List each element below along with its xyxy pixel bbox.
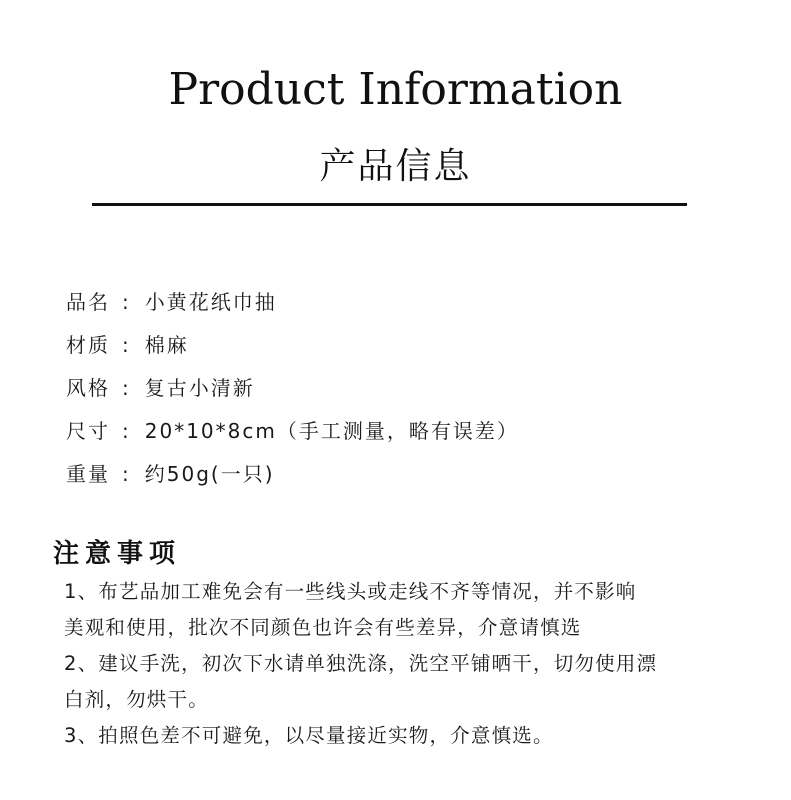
spec-row-size [66,412,519,455]
spec-row-style [66,369,519,412]
note-line: 1、布艺品加工难免会有一些线头或走线不齐等情况，并不影响 [64,580,637,603]
notes-heading: 注意事项 [53,539,182,569]
note-line: 白剂，勿烘干。 [64,688,209,711]
page-title-en: Product Information [168,64,623,115]
spec-list [66,283,519,498]
spec-row-material [66,326,519,369]
title-divider [92,203,687,206]
spec-label: 风格 [66,376,110,400]
spec-value: 约50g(一只) [144,462,275,486]
spec-label: 重量 [66,462,110,486]
spec-separator: : [122,290,131,314]
spec-separator: : [122,376,131,400]
note-line: 2、建议手洗，初次下水请单独洗涤，洗空平铺晒干，切勿使用漂 [64,652,658,675]
spec-row-weight [66,455,519,498]
note-line: 3、拍照色差不可避免，以尽量接近实物，介意慎选。 [64,724,554,747]
spec-separator: : [122,333,131,357]
spec-value: 复古小清新 [144,376,255,400]
spec-label: 尺寸 [66,419,110,443]
spec-value: 20*10*8cm（手工测量，略有误差） [144,419,519,443]
spec-value: 棉麻 [144,333,189,357]
page-title-cn: 产品信息 [319,146,472,187]
spec-label: 材质 [66,333,110,357]
spec-separator: : [122,419,131,443]
spec-value: 小黄花纸巾抽 [144,290,277,314]
note-line: 美观和使用，批次不同颜色也许会有些差异，介意请慎选 [64,616,582,639]
notes-body [64,575,744,755]
spec-label: 品名 [66,290,110,314]
spec-separator: : [122,462,131,486]
spec-row-name [66,283,519,326]
